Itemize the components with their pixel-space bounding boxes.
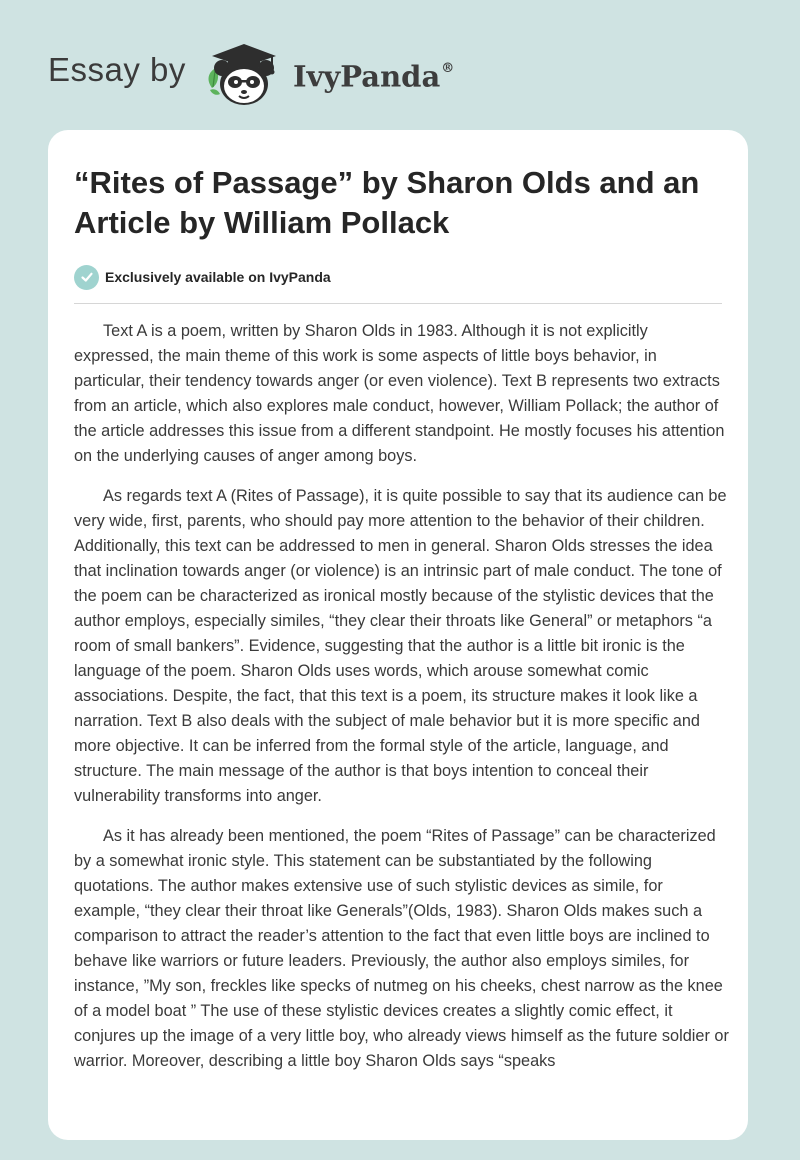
exclusive-label: Exclusively available on IvyPanda [105,269,331,285]
brand-name[interactable] [293,55,454,95]
paragraph: As regards text A (Rites of Passage), it is quite possible to say that its audience can be very wide, first, parents, who should pay more attention to the behavior of their children. Additionally, this text can be addressed to men in general. Sharon Olds stresses the idea that inclination towards anger (or violence) is an intrinsic part of male conduct. The tone of the poem can be characterized as ironical mostly because of the stylistic devices that the author employs, especially similes, “they clear their throats like General” or metaphors “a room of small bankers”. Evidence, suggesting that the author is a little bit ironic is the language of the poem. Sharon Olds uses words, which arouse somewhat comic associations. Despite, the fact, that this text is a poem, its structure makes it look like a narration. Text B also deals with the subject of male behavior but it is more specific and more objective. It can be inferred from the formal style of the article, language, and structure. The main message of the author is that boys intention to conceal their vulnerability transforms into anger. [74,487,727,805]
essay-title: “Rites of Passage” by Sharon Olds and an Article by William Pollack [74,165,700,240]
brand-text: IvyPanda [293,59,441,94]
site-header [0,0,800,130]
paragraph: As it has already been mentioned, the poem “Rites of Passage” can be characterized by a somewhat ironic style. This statement can be substantiated by the following quotations. The author makes extensive use of such stylistic devices as simile, for example, “they clear their throat like Generals”(Olds, 1983). Sharon Olds makes such a comparison to attract the reader’s attention to the fact that even little boys are inclined to behave like warriors or future leaders. Previously, the author also employs similes, for instance, ”My son, freckles like specks of nutmeg on his cheeks, chest narrow as the knee of a model boat ” The use of these stylistic devices creates a slightly comic effect, it conjures up the image of a very little boy, who already views himself as the future soldier or warrior. Moreover, describing a little boy Sharon Olds says “speaks [74,827,729,1070]
essay-by-label: Essay by [48,51,186,88]
exclusive-badge [74,264,331,290]
check-icon [74,265,99,290]
divider [74,303,722,304]
registered-mark: ® [441,61,455,76]
panda-logo-icon[interactable] [200,38,290,110]
paragraph: Text A is a poem, written by Sharon Olds in 1983. Although it is not explicitly expressed, the main theme of this work is some aspects of little boys behavior, in particular, their tendency towards anger (or even violence). Text B represents two extracts from an article, which also explores male conduct, however, William Pollack; the author of the article addresses this issue from a different standpoint. He mostly focuses his attention on the underlying causes of anger among boys. [74,322,725,465]
essay-card [48,130,748,1140]
essay-body [74,319,730,1089]
